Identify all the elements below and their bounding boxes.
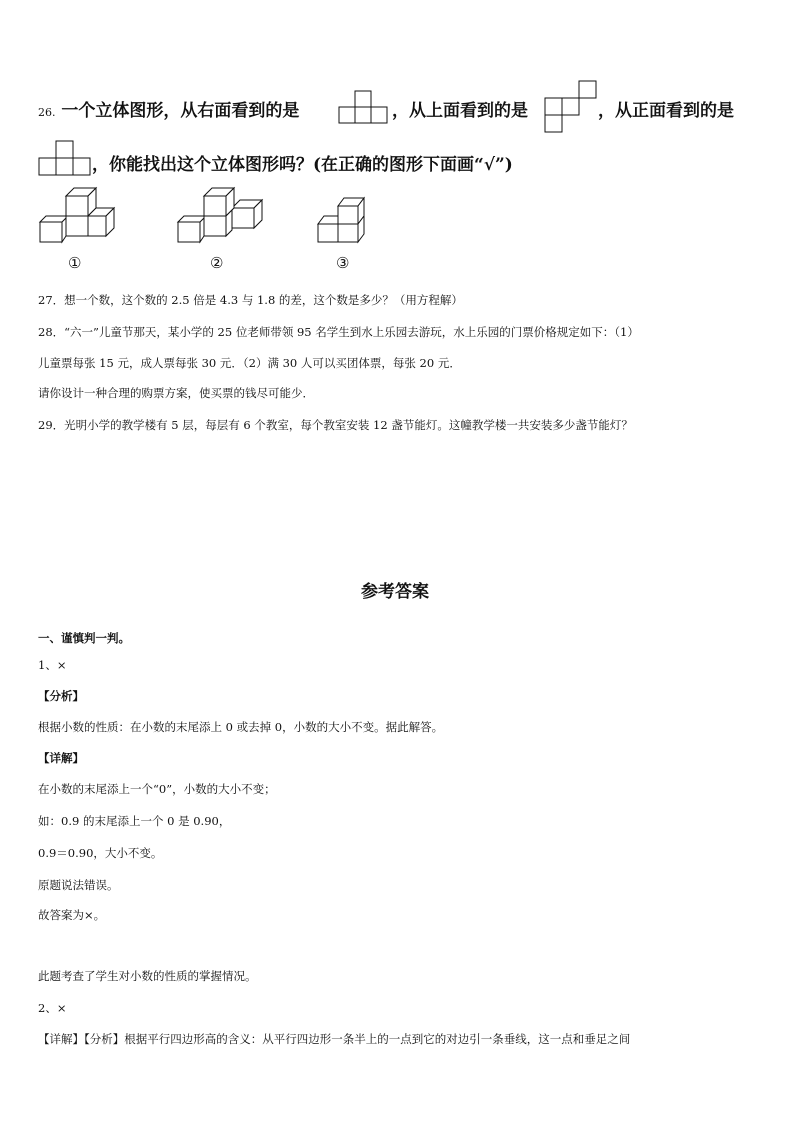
q26-text-c: ，从正面看到的是 [598,101,734,121]
detail-line-5: 故答案为×。 [38,908,106,922]
detail-line-3: 0.9＝0.90，大小不变。 [38,846,163,860]
summary-text: 此题考查了学生对小数的性质的掌握情况。 [38,969,257,983]
q26-text-c-wrap [598,96,734,121]
answers-section-heading: 一、谨慎判一判。 [38,631,130,645]
detail-line-2: 如：0.9 的末尾添上一个 0 是 0.90， [38,814,231,828]
question-number: 26. [38,106,56,119]
analysis-label: 【分析】 [38,689,84,703]
question-29: 29．光明小学的教学楼有 5 层，每层有 6 个教室，每个教室安装 12 盏节能灯。这幢教学楼一共安装多少盏节能灯？ [38,418,633,432]
detail-label: 【详解】 [38,751,84,765]
option-3-label: ③ [336,254,350,272]
option-2-label: ② [210,254,224,272]
q26-text-d: ，你能找出这个立体图形吗？(在正确的图形下面画“√”) [92,155,513,175]
answer-item-2-text: 【详解】【分析】根据平行四边形高的含义：从平行四边形一条半上的一点到它的对边引一条垂线，这一点和垂足之间 [38,1032,631,1046]
q26-text-b-wrap [392,96,528,121]
option-2-figure [174,186,266,248]
option-1-label: ① [68,254,82,272]
question-26-line1 [38,96,299,121]
question-28-line3: 请你设计一种合理的购票方案，使买票的钱尽可能少． [38,386,314,400]
right-view-figure [338,90,390,124]
question-28-line2: 儿童票每张 15 元，成人票每张 30 元．（2）满 30 人可以买团体票，每张 20 元． [38,356,461,370]
answer-item-2: 2、× [38,1001,67,1015]
question-27: 27．想一个数，这个数的 2.5 倍是 4.3 与 1.8 的差，这个数是多少？（用方程解） [38,293,463,307]
option-1-figure [36,186,118,248]
answer-item-1: 1、× [38,658,67,672]
detail-line-4: 原题说法错误。 [38,878,119,892]
q26-text-b: ，从上面看到的是 [392,101,528,121]
front-view-figure [38,140,94,176]
detail-line-1: 在小数的末尾添上一个“0”，小数的大小不变； [38,782,276,796]
question-26-line2 [92,150,513,175]
question-28-line1: 28．“六一”儿童节那天，某小学的 25 位老师带领 95 名学生到水上乐园去游玩，水上乐园的门票价格规定如下：（1） [38,325,639,339]
option-3-figure [314,196,374,248]
q26-text-a: 一个立体图形，从右面看到的是 [61,101,300,121]
analysis-text: 根据小数的性质：在小数的末尾添上 0 或去掉 0，小数的大小不变。据此解答。 [38,720,444,734]
top-view-figure [544,80,598,134]
answers-title: 参考答案 [361,582,429,602]
